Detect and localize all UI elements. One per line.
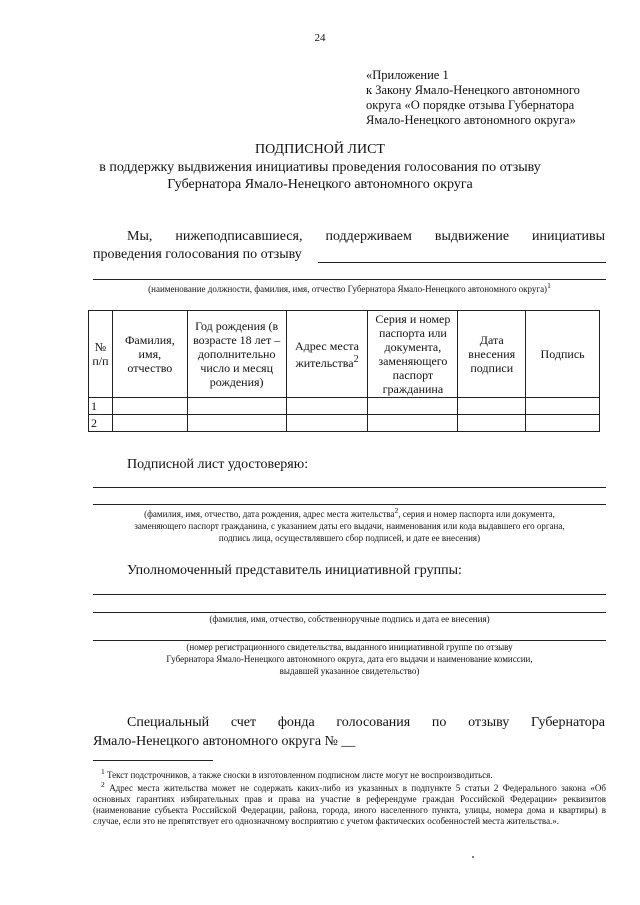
registration-caption-line: Губернатора Ямало-Ненецкого автономного округа, дата его выдачи и наименование комиссии, — [166, 654, 533, 664]
col-address-text: Адрес места жительства — [295, 338, 359, 370]
certify-caption-line: заменяющего паспорт гражданина, с указанием даты его выдачи, наименования или кода выдавшего его органа, — [134, 521, 565, 531]
signature-table — [88, 310, 600, 432]
col-address — [286, 311, 368, 398]
col-birth-year: Год рождения (в возрасте 18 лет – дополнительно число и месяц рождения) — [187, 311, 286, 398]
document-subtitle — [60, 159, 580, 193]
footnote-ref: 1 — [547, 281, 551, 290]
cell-sign-date[interactable] — [458, 398, 526, 415]
footnote-2 — [93, 779, 606, 827]
position-caption-text: (наименование должности, фамилия, имя, отчество Губернатора Ямало-Ненецкого автономного округа) — [148, 284, 548, 294]
appendix-line: «Приложение 1 — [366, 68, 449, 82]
certify-label: Подписной лист удостоверяю: — [127, 457, 309, 472]
cell-signature[interactable] — [526, 398, 600, 415]
cell-address[interactable] — [286, 415, 368, 432]
cell-sign-date[interactable] — [458, 415, 526, 432]
registration-caption — [88, 641, 611, 677]
subtitle-line: Губернатора Ямало-Ненецкого автономного округа — [167, 177, 473, 192]
position-caption — [93, 280, 606, 295]
footnote-rule — [93, 760, 213, 761]
cell-full-name[interactable] — [112, 398, 187, 415]
footnote-mark: 2 — [101, 780, 105, 789]
certify-caption-line: подпись лица, осуществлявшего сбор подписей, и дате ее внесения) — [218, 533, 481, 543]
representative-field[interactable] — [93, 594, 606, 595]
footnote-text: Текст подстрочников, а также сноски в изготовленном подписном листе могут не воспроизводиться. — [107, 770, 493, 780]
cell-passport[interactable] — [368, 415, 458, 432]
special-account-line-2: Ямало-Ненецкого автономного округа № __ — [93, 734, 356, 749]
cell-signature[interactable] — [526, 415, 600, 432]
certify-caption-text: , серия и номер паспорта или документа, — [398, 509, 555, 519]
appendix-line: округа «О порядке отзыва Губернатора — [366, 98, 575, 112]
statement-line-2: проведения голосования по отзыву — [93, 247, 302, 262]
cell-birth-year[interactable] — [187, 398, 286, 415]
table-row — [89, 415, 600, 432]
appendix-line: к Закону Ямало-Ненецкого автономного — [366, 83, 580, 97]
certify-caption — [88, 505, 611, 544]
col-full-name: Фамилия, имя, отчество — [112, 311, 187, 398]
representative-label: Уполномоченный представитель инициативной группы: — [127, 563, 462, 578]
col-sign-date: Дата внесения подписи — [458, 311, 526, 398]
certifier-field[interactable] — [93, 487, 606, 488]
footnote-text: Адрес места жительства может не содержать каких-либо из указанных в подпункте 5 статьи 2 Федерального закона «Об основных гарантиях избирательных прав и права на участие в референдуме граждан Российской Федерации» реквизитов (наименование субъекта Российской Федерации, района, города, иного населенного пункта, улицы, номера дома и квартиры) в случае, если это не препятствует его однозначному восприятию с учетом фактических особенностей места жительства.». — [93, 783, 607, 826]
document-title: ПОДПИСНОЙ ЛИСТ — [255, 142, 385, 157]
appendix-line: Ямало-Ненецкого автономного округа» — [366, 113, 576, 127]
footnote-mark: 1 — [101, 767, 105, 776]
subtitle-line: в поддержку выдвижения инициативы проведения голосования по отзыву — [99, 160, 541, 175]
cell-passport[interactable] — [368, 398, 458, 415]
scan-speck — [472, 856, 474, 858]
statement-line-1: Мы, нижеподписавшиеся, поддерживаем выдвижение инициативы — [127, 229, 605, 244]
representative-caption: (фамилия, имя, отчество, собственноручные подпись и дата ее внесения) — [209, 614, 490, 624]
governor-name-field[interactable] — [318, 262, 606, 263]
special-account-line-1: Специальный счет фонда голосования по отзыву Губернатора — [127, 715, 605, 730]
table-header-row — [89, 311, 600, 398]
footnote-ref: 2 — [394, 506, 399, 515]
certify-caption-line — [88, 505, 611, 520]
col-passport: Серия и номер паспорта или документа, заменяющего паспорт гражданина — [368, 311, 458, 398]
cell-birth-year[interactable] — [187, 415, 286, 432]
appendix-note — [366, 68, 580, 128]
row-number: 2 — [89, 415, 113, 432]
row-number: 1 — [89, 398, 113, 415]
certify-caption-text: (фамилия, имя, отчество, дата рождения, адрес места жительства — [144, 509, 395, 519]
col-number: № п/п — [89, 311, 113, 398]
registration-caption-line: (номер регистрационного свидетельства, выданного инициативной группе по отзыву — [186, 642, 513, 652]
page-number: 24 — [314, 32, 326, 44]
table-row — [89, 398, 600, 415]
footnote-ref: 2 — [353, 353, 359, 365]
cell-address[interactable] — [286, 398, 368, 415]
cell-full-name[interactable] — [112, 415, 187, 432]
registration-caption-line: выдавшей указанное свидетельство) — [279, 666, 420, 676]
col-signature: Подпись — [526, 311, 600, 398]
